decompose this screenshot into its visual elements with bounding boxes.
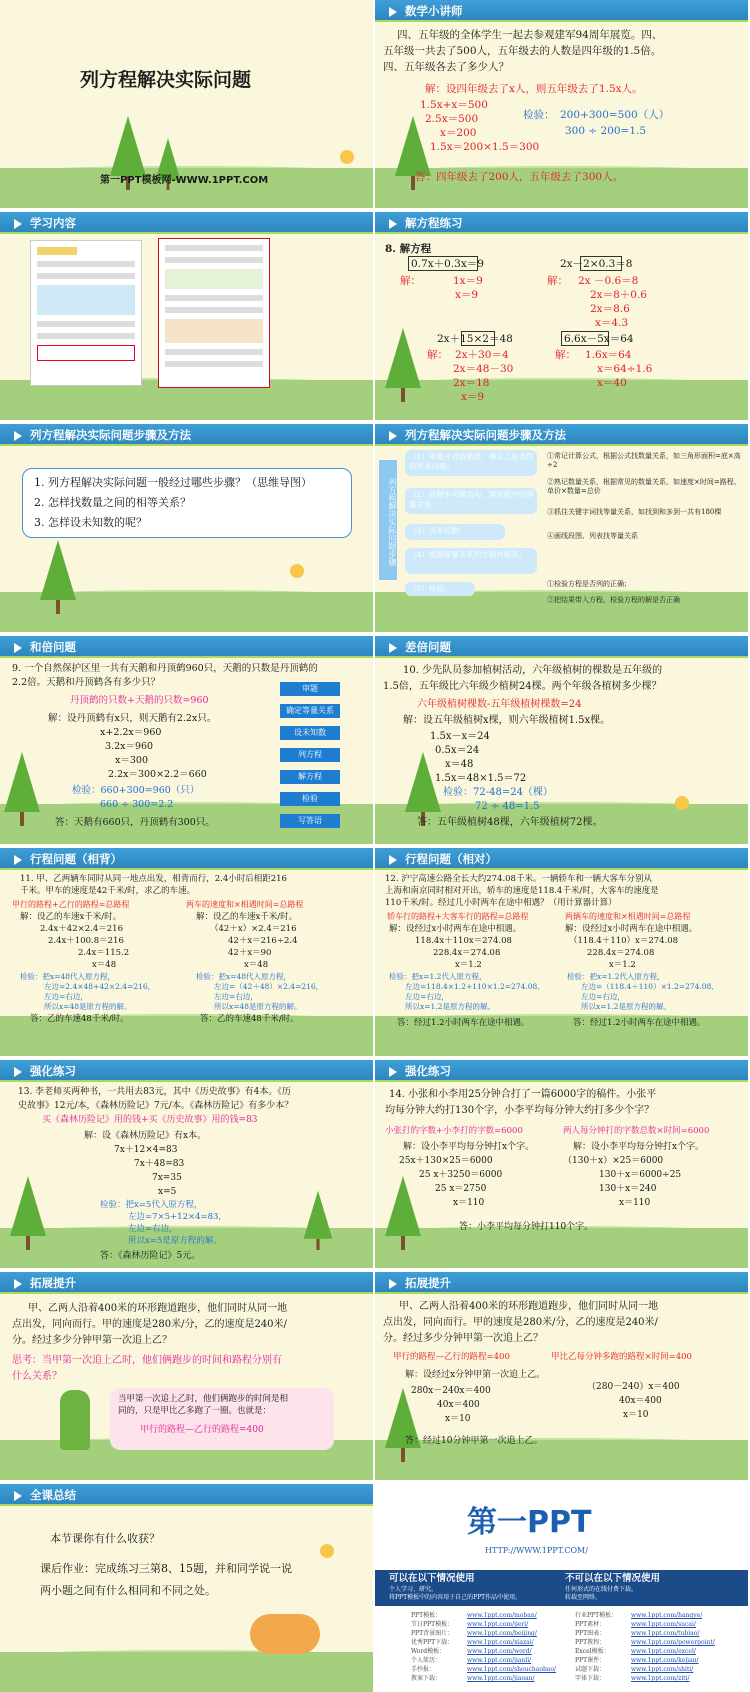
slide-6-mindmap[interactable] [375, 424, 748, 632]
check-line: 660 ÷ 300=2.2 [100, 799, 174, 810]
slide-14-extension-solution[interactable] [375, 1272, 748, 1480]
problem-line: 甲、乙两人沿着400米的环形跑道跑步，他们同时从同一地 [399, 1301, 659, 1312]
equation: x＝1.2 [455, 960, 482, 970]
play-icon [389, 7, 397, 17]
slide-5-questions[interactable] [0, 424, 373, 632]
link-label: 个人简历： [411, 1657, 442, 1664]
relation-line: 两人每分钟打的字数总数×时间=6000 [563, 1126, 710, 1136]
check-line: 左边=右边， [405, 992, 449, 1001]
summary-line: 两小题之间有什么相同和不同之处。 [40, 1584, 216, 1597]
relation-line: 甲行的路程+乙行的路程=总路程 [12, 900, 130, 909]
problem-line: 史故事》12元/本，《森林历险记》7元/本。《森林历险记》有多少本？ [18, 1101, 294, 1111]
problem-line: 均每分钟大约打130个字，小李平均每分钟大约打多少个字？ [385, 1105, 655, 1116]
slide-7-sum-multiple[interactable] [0, 636, 373, 844]
problem-line: 10. 少先队员参加植树活动，六年级植树的棵数是五年级的 [403, 665, 663, 676]
solution-line: 解：设四年级去了x人，则五年级去了1.5x人。 [425, 83, 643, 95]
problem-line: 点出发，同向而行。甲的速度是280米/分，乙的速度是240米/ [12, 1319, 287, 1330]
play-icon [14, 219, 22, 229]
link-url[interactable]: www.1ppt.com/kejian/ [631, 1657, 699, 1664]
solution-label: 解： [547, 275, 568, 287]
equation: （130＋x）×25＝6000 [563, 1156, 664, 1166]
check-line: 左边=右边， [44, 992, 88, 1001]
equation: x＝48 [244, 960, 269, 970]
relation-line: 小张打的字数+小李打的字数=6000 [385, 1126, 523, 1136]
play-icon [389, 431, 397, 441]
answer-line: 答：经过10分钟甲第一次追上乙。 [405, 1436, 543, 1446]
equation: 2.4x＋42×2.4＝216 [40, 924, 123, 934]
play-icon [14, 1279, 22, 1289]
problem-line: 分。经过多少分钟甲第一次追上乙？ [383, 1333, 543, 1344]
link-url[interactable]: www.1ppt.com/hangye/ [631, 1612, 703, 1619]
answer-line: 答：天鹅有660只，丹顶鹤有300只。 [55, 817, 215, 828]
problem-line: 12. 沪宁高速公路全长大约274.08千米。一辆轿车和一辆大客车分别从 [385, 874, 652, 884]
equation: x＝10 [623, 1410, 649, 1420]
equation: （42＋x）×2.4＝216 [210, 924, 297, 934]
check-line: 检验：把x=48代入原方程， [20, 972, 116, 981]
equation: x＝10 [445, 1414, 471, 1424]
equation: 1x＝9 [453, 275, 483, 287]
question: 3. 怎样设未知数的呢？ [34, 516, 147, 529]
check-line: 检验：把x=48代入原方程， [196, 972, 292, 981]
equation: 7x＋48=83 [134, 1159, 185, 1169]
play-icon [389, 1279, 397, 1289]
solution-line: 解：设五年级植树x棵，则六年级植树1.5x棵。 [403, 715, 611, 726]
check-line: 左边=118.4×1.2+110×1.2=274.08, [405, 982, 540, 991]
equation: 7x＋12×4=83 [114, 1145, 178, 1155]
problem-line: 千米。甲车的速度是42千米/时，求乙的车速。 [20, 886, 196, 896]
equation: 280x－240x＝400 [411, 1386, 491, 1396]
check-line: 所以x=1.2是原方程的解。 [405, 1002, 495, 1011]
summary-line: 课后作业：完成练习三第8、15题，并和同学说一说 [40, 1562, 292, 1575]
flow-step: 审题 [280, 682, 340, 696]
link-url[interactable]: www.1ppt.com/ziti/ [631, 1675, 690, 1682]
problem-line: 甲、乙两人沿着400米的环形跑道跑步，他们同时从同一地 [28, 1303, 288, 1314]
answer-line: 答：五年级植树48棵，六年级植树72棵。 [417, 817, 603, 828]
check-line: 检验：把x=1.2代入原方程， [567, 972, 665, 981]
site-label: 第一PPT模板网-WWW.1PPT.COM [100, 175, 269, 186]
link-label: PPT背景图片： [411, 1630, 454, 1637]
relation-line: 两车的速度和×相遇时间=总路程 [186, 900, 304, 909]
equation: 1.6x＝64 [585, 349, 632, 361]
equation: 40x＝400 [619, 1396, 662, 1406]
equation: 2x＝8.6 [590, 303, 630, 315]
solution-label: 解： [555, 349, 576, 361]
link-url[interactable]: www.1ppt.com/moban/ [467, 1612, 537, 1619]
slide-header: 强化练习 [30, 1064, 76, 1078]
mindmap-step: （3）设未知数； [409, 526, 467, 535]
play-icon [389, 855, 397, 865]
link-label: PPT素材： [575, 1621, 606, 1628]
students-illustration [250, 1614, 320, 1654]
link-label: 手抄报： [411, 1666, 436, 1673]
solution-label: 解： [400, 275, 421, 287]
equation: x＝1.2 [609, 960, 636, 970]
link-url[interactable]: www.1ppt.com/beijing/ [467, 1630, 537, 1637]
problem-line: 上海和南京同时相对开出，轿车的速度是118.4千米/时，大客车的速度是 [385, 886, 659, 896]
equation: 228.4x＝274.08 [587, 948, 655, 958]
equation: 1.5x+x＝500 [420, 99, 488, 111]
solution-line: 解：设乙的车速x千米/时。 [196, 912, 298, 922]
slide-2-teacher[interactable] [375, 0, 748, 208]
answer-line: 答：乙的车速48千米/时。 [200, 1014, 299, 1024]
answer-line: 答：小李平均每分钟打110个字。 [459, 1222, 594, 1232]
play-icon [14, 643, 22, 653]
link-url[interactable]: www.1ppt.com/jianli/ [467, 1657, 532, 1664]
check-line: 所以x=1.2是原方程的解。 [581, 1002, 671, 1011]
equation: x＝110 [619, 1198, 651, 1208]
check-line: 左边=右边， [214, 992, 258, 1001]
equation: x=5 [158, 1187, 177, 1197]
summary-line: 本节课你有什么收获？ [50, 1532, 160, 1545]
equation: 2x －0.6＝8 [578, 275, 639, 287]
slide-11-practice[interactable] [0, 1060, 373, 1268]
check-line: 所以x=48是原方程的解。 [214, 1002, 302, 1011]
answer-line: 答：《森林历险记》5元。 [100, 1251, 201, 1261]
check-line: 检验：把x=1.2代入原方程， [389, 972, 487, 981]
equation: x＝40 [597, 377, 627, 389]
play-icon [389, 219, 397, 229]
slide-header: 和倍问题 [30, 640, 76, 654]
character-figure [60, 1390, 90, 1450]
equation: 2.4x＝115.2 [78, 948, 130, 958]
problem-line: 14. 小张和小李用25分钟合打了一篇6000字的稿件。小张平 [389, 1089, 657, 1100]
cant-item: 任何形式的在线付费下载。 [565, 1586, 638, 1593]
relation-line: 甲行的路程—乙行的路程=400 [393, 1352, 510, 1362]
mindmap-step: （4）根据等量关系列方程并解答； [409, 550, 527, 559]
think-line: 什么关系？ [12, 1371, 62, 1382]
link-url[interactable]: www.1ppt.com/shiti/ [631, 1666, 694, 1673]
can-title: 可以在以下情况使用 [389, 1573, 475, 1584]
mindmap-step: （2）找题中关键语句，理清题中的等量关系； [409, 490, 534, 509]
link-url[interactable]: www.1ppt.com/jiaoan/ [467, 1675, 535, 1682]
relation-line: 丹顶鹤的只数+天鹅的只数=960 [70, 695, 209, 706]
problem-line: 2.2倍。天鹅和丹顶鹤各有多少只？ [12, 677, 161, 688]
solution-line: 解：设经过x分钟甲第一次追上乙。 [405, 1370, 546, 1380]
mindmap-method: ④画线段图、列表找等量关系 [547, 532, 638, 540]
link-label: 行业PPT模板： [575, 1612, 618, 1619]
link-url[interactable]: www.1ppt.com/excel/ [631, 1648, 696, 1655]
equation: 2.4x＋100.8＝216 [48, 936, 124, 946]
problem-line: 13. 李老师买两种书，一共用去83元，其中《历史故事》有4本。《历 [18, 1087, 291, 1097]
slide-1-title[interactable] [0, 0, 373, 208]
check-label: 检验： [523, 109, 555, 121]
link-label: 教案下载： [411, 1675, 442, 1682]
equation: x＝110 [453, 1198, 485, 1208]
problem-line: 1.5倍，五年级比六年级少植树24棵。两个年级各植树多少棵？ [383, 681, 662, 692]
equation: 0.7x＋0.3x＝9 [411, 258, 484, 270]
can-item: 个人学习、研究。 [389, 1586, 438, 1593]
textbook-page-right [158, 238, 270, 388]
mindmap-step: （1）审题并弄清题意，确定乙知条件和所求问题； [409, 452, 534, 471]
equation: 130＋x＝6000÷25 [599, 1170, 682, 1180]
equation: 25x＋130×25＝6000 [399, 1156, 493, 1166]
slide-header: 数学小讲师 [405, 4, 463, 18]
equation: 1.5x＝48×1.5＝72 [435, 773, 527, 784]
slide-header: 行程问题（相背） [30, 852, 122, 866]
equation: 42＋x＝90 [228, 948, 272, 958]
equation: （118.4＋110）x＝274.08 [569, 936, 679, 946]
link-label: Word模板： [411, 1648, 446, 1655]
check-line: 72 ÷ 48=1.5 [475, 801, 540, 812]
think-line: 思考：当甲第一次追上乙时，他们俩跑步的时间和路程分别有 [12, 1355, 282, 1366]
equation: 1.5x－x＝24 [430, 731, 490, 742]
equation: 118.4x＋110x＝274.08 [415, 936, 512, 946]
problem-line: 点出发，同向而行。甲的速度是280米/分，乙的速度是240米/ [383, 1317, 658, 1328]
equation: 2x＝18 [453, 377, 490, 389]
mindmap-root-label: 列方程解决实际问题步骤 [388, 478, 397, 566]
mindmap-method: ③抓住关键字词找等量关系，如找到和多到一共有180棵 [547, 508, 722, 516]
slide-3-content[interactable] [0, 212, 373, 420]
equation: x＝48 [92, 960, 117, 970]
slide-8-difference-multiple[interactable] [375, 636, 748, 844]
problem-line: 110千米/时。经过几小时两车在途中相遇？（用计算器计算） [385, 898, 617, 908]
check-line: 左边=（42＋48）×2.4=216， [214, 982, 324, 991]
slide-9-travel-opposite[interactable] [0, 848, 373, 1056]
equation: 25 x＋3250＝6000 [419, 1170, 503, 1180]
slide-12-practice[interactable] [375, 1060, 748, 1268]
relation-line: 甲比乙每分钟多跑的路程×时间=400 [551, 1352, 692, 1362]
flow-step: 写答语 [280, 814, 340, 828]
problem-line: 四、五年级各去了多少人？ [383, 61, 509, 73]
check-line: 左边=7×5+12×4=83, [128, 1212, 222, 1222]
mindmap-method: ②熟记数量关系，根据常见的数量关系，如速度×时间=路程、单价×数量=总价 [547, 478, 741, 495]
question: 2. 怎样找数量之间的相等关系？ [34, 496, 191, 509]
logo-text: 第一PPT [467, 1505, 592, 1540]
play-icon [14, 1491, 22, 1501]
problem-line: 11. 甲、乙两辆车同时从同一地点出发，相背而行，2.4小时后相距216 [20, 874, 287, 884]
relation-line: 轿车行的路程+大客车行的路程=总路程 [387, 912, 529, 921]
slide-header: 拓展提升 [30, 1276, 76, 1290]
solution-line: 解：设小李平均每分钟打x个字。 [403, 1142, 535, 1152]
answer-line: 答：乙的车速48千米/时。 [30, 1014, 129, 1024]
mindmap-check: ②把结果带入方程，检验方程的解是否正确 [547, 596, 680, 604]
relation-line: 六年级植树棵数-五年级植树棵数=24 [417, 699, 582, 710]
problem-line: 9. 一个自然保护区里一共有天鹅和丹顶鹤960只，天鹅的只数是丹顶鹤的 [12, 663, 318, 674]
equation: 1.5x＝200×1.5＝300 [430, 141, 540, 153]
bubble-relation: 甲行的路程—乙行的路程=400 [140, 1425, 264, 1435]
problem-line: 四、五年级的全体学生一起去参观建军94周年展览。四、 [397, 29, 663, 41]
equation: 40x＝400 [437, 1400, 480, 1410]
answer-line: 答：经过1.2小时两车在途中相遇。 [573, 1018, 706, 1028]
slide-4-equations[interactable] [375, 212, 748, 420]
slide-header: 拓展提升 [405, 1276, 451, 1290]
slide-header: 学习内容 [30, 216, 76, 230]
equation: x＝300 [115, 755, 148, 766]
flow-step: 确定等量关系 [280, 704, 340, 718]
play-icon [14, 1067, 22, 1077]
check-line: 左边=2.4×48+42×2.4=216， [44, 982, 156, 991]
link-url[interactable]: www.1ppt.com/tubiao/ [631, 1630, 700, 1637]
solution-line: 解：设经过x小时两车在途中相遇。 [389, 924, 522, 934]
equation: 2x＝48－30 [453, 363, 514, 375]
check-line: 左边=右边， [581, 992, 625, 1001]
equation: （280－240）x＝400 [587, 1382, 680, 1392]
flow-step: 设未知数 [280, 726, 340, 740]
equation: x＝4.3 [595, 317, 629, 329]
link-label: 试题下载： [575, 1666, 606, 1673]
play-icon [14, 855, 22, 865]
exercise-label: 8. 解方程 [385, 243, 432, 255]
question: 1. 列方程解决实际问题一般经过哪些步骤？（思维导图） [34, 476, 312, 489]
equation: x＝48 [445, 759, 474, 770]
check-line: 200+300=500（人） [560, 109, 670, 121]
slide-10-travel-towards[interactable] [375, 848, 748, 1056]
equation: 2x－2×0.3＝8 [560, 258, 633, 270]
solution-line: 解：设小李平均每分钟打x个字。 [573, 1142, 705, 1152]
link-label: PPT模板： [411, 1612, 442, 1619]
bubble-line: 当甲第一次追上乙时，他们俩跑步的时间是相 [118, 1394, 289, 1404]
solution-line: 解：设丹顶鹤有x只，则天鹅有2.2x只。 [48, 713, 217, 724]
equation: 42＋x＝216÷2.4 [228, 936, 298, 946]
relation-line: 两辆车的速度和×相遇时间=总路程 [565, 912, 691, 921]
slide-16-copyright[interactable] [375, 1484, 748, 1692]
slide-header: 强化练习 [405, 1064, 451, 1078]
solution-label: 解： [427, 349, 448, 361]
link-label: 优秀PPT下载： [411, 1639, 454, 1646]
solution-line: 解：设《森林历险记》有x本。 [84, 1131, 207, 1141]
slide-header: 全课总结 [30, 1488, 76, 1502]
can-item: 将PPT模板中的内容用于自己的PPT作品中使用。 [389, 1594, 522, 1601]
answer-line: 答：四年级去了200人，五年级去了300人。 [415, 171, 624, 183]
equation: 3.2x＝960 [105, 741, 154, 752]
bubble-line: 同的，只是甲比乙多跑了一圈。也就是： [118, 1406, 272, 1416]
equation: 25 x＝2750 [435, 1184, 487, 1194]
slide-title: 列方程解决实际问题 [80, 69, 252, 91]
equation: 0.5x＝24 [435, 745, 480, 756]
problem-line: 五年级一共去了500人，五年级去的人数是四年级的1.5倍。 [383, 45, 662, 57]
slide-header: 行程问题（相对） [405, 852, 497, 866]
link-label: 字体下载： [575, 1675, 606, 1682]
flow-step: 检验 [280, 792, 340, 806]
slide-13-extension[interactable] [0, 1272, 373, 1480]
link-label: PPT图表： [575, 1630, 606, 1637]
equation: 228.4x＝274.08 [433, 948, 501, 958]
slide-15-summary[interactable] [0, 1484, 373, 1692]
link-url[interactable]: www.1ppt.com/sucai/ [631, 1621, 696, 1628]
cant-item: 转载至网络。 [565, 1594, 602, 1601]
mindmap-step: （5）检验。 [409, 584, 452, 593]
equation: 2x＝8＋0.6 [590, 289, 647, 301]
equation: 2x＋15×2＝48 [437, 333, 513, 345]
solution-line: 解：设乙的车速x千米/时。 [20, 912, 122, 922]
mindmap-check: ①检验方程是否列的正确； [547, 580, 631, 588]
equation: x＝64÷1.6 [597, 363, 653, 375]
check-line: 检验：把x=5代入原方程， [100, 1200, 203, 1210]
check-line: 左边=右边， [128, 1224, 178, 1234]
equation: 130＋x＝240 [599, 1184, 657, 1194]
link-label: Excel模板： [575, 1648, 610, 1655]
link-url[interactable]: www.1ppt.com/xiazai/ [467, 1639, 534, 1646]
link-label: PPT课件： [575, 1657, 606, 1664]
mindmap-method: ①常记计算公式，根据公式找数量关系，如三角形面积=底×高÷2 [547, 452, 741, 469]
equation: 2.5x＝500 [425, 113, 479, 125]
cant-title: 不可以在以下情况使用 [565, 1573, 661, 1584]
solution-line: 解：设经过x小时两车在途中相遇。 [565, 924, 698, 934]
flow-step: 列方程 [280, 748, 340, 762]
slide-header: 解方程练习 [405, 216, 463, 230]
equation: 7x=35 [152, 1173, 182, 1183]
link-label: 节日PPT模板： [411, 1621, 454, 1628]
textbook-page-left [30, 240, 142, 386]
equation: 2x＋30＝4 [455, 349, 509, 361]
link-label: PPT教程： [575, 1639, 606, 1646]
play-icon [389, 1067, 397, 1077]
check-line: 所以x=5是原方程的解。 [128, 1236, 222, 1246]
link-url[interactable]: www.1ppt.com/jieri/ [467, 1621, 529, 1628]
logo-url: HTTP://WWW.1PPT.COM/ [485, 1546, 588, 1555]
equation: 6.6x－5x＝64 [564, 333, 634, 345]
play-icon [389, 643, 397, 653]
equation: x+2.2x＝960 [100, 727, 162, 738]
check-line: 检验：72-48=24（棵） [443, 787, 553, 798]
flow-step: 解方程 [280, 770, 340, 784]
check-line: 300 ÷ 200=1.5 [565, 125, 647, 137]
equation: x＝200 [440, 127, 477, 139]
link-url[interactable]: www.1ppt.com/shouchaobao/ [467, 1666, 556, 1673]
equation: x＝9 [455, 289, 479, 301]
mindmap-root [379, 460, 397, 580]
check-line: 检验：660+300=960（只） [72, 785, 200, 796]
link-url[interactable]: www.1ppt.com/powerpoint/ [631, 1639, 715, 1646]
equation: 2.2x＝300×2.2＝660 [108, 769, 207, 780]
slide-header: 差倍问题 [405, 640, 451, 654]
equation: x＝9 [461, 391, 485, 403]
answer-line: 答：经过1.2小时两车在途中相遇。 [397, 1018, 530, 1028]
slide-header: 列方程解决实际问题步骤及方法 [405, 428, 566, 442]
check-line: 左边=（118.4＋110）×1.2=274.08, [581, 982, 714, 991]
relation-line: 买《森林历险记》用的钱+买《历史故事》用的钱=83 [42, 1115, 258, 1125]
link-url[interactable]: www.1ppt.com/word/ [467, 1648, 532, 1655]
play-icon [14, 431, 22, 441]
check-line: 所以x=48是原方程的解。 [44, 1002, 132, 1011]
problem-line: 分。经过多少分钟甲第一次追上乙？ [12, 1335, 172, 1346]
slide-header: 列方程解决实际问题步骤及方法 [30, 428, 191, 442]
